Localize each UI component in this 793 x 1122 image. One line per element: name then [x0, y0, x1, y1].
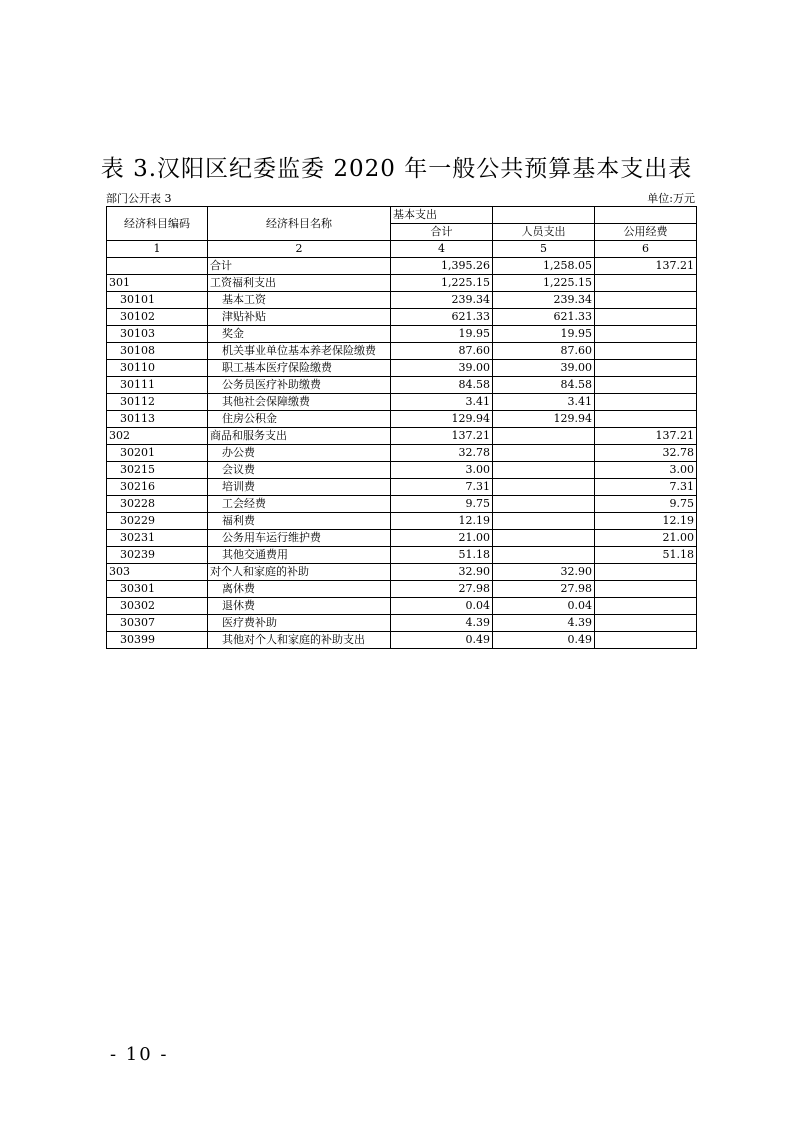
cell-code: 30103: [107, 326, 208, 343]
cell-personnel: [493, 479, 595, 496]
table-row: [107, 598, 697, 615]
cell-public: [595, 394, 697, 411]
cell-name: 公务员医疗补助缴费: [208, 377, 391, 394]
cell-public: 32.78: [595, 445, 697, 462]
table-row: [107, 615, 697, 632]
header-personnel: 人员支出: [493, 224, 595, 241]
cell-personnel: 19.95: [493, 326, 595, 343]
table-row: [107, 445, 697, 462]
form-number: 部门公开表 3: [106, 192, 172, 205]
cell-public: 137.21: [595, 258, 697, 275]
cell-name: 医疗费补助: [208, 615, 391, 632]
cell-code: 30112: [107, 394, 208, 411]
cell-public: 137.21: [595, 428, 697, 445]
cell-code: 30231: [107, 530, 208, 547]
cell-public: [595, 292, 697, 309]
table-row: [107, 428, 697, 445]
header-basic: 基本支出: [391, 207, 493, 224]
cell-total: 3.00: [391, 462, 493, 479]
cell-code: [107, 258, 208, 275]
cell-public: [595, 377, 697, 394]
unit-label: 单位:万元: [647, 192, 695, 205]
table-row: [107, 258, 697, 275]
header-public: 公用经费: [595, 224, 697, 241]
cell-code: 30110: [107, 360, 208, 377]
cell-total: 12.19: [391, 513, 493, 530]
cell-public: [595, 343, 697, 360]
cell-total: 4.39: [391, 615, 493, 632]
header-total: 合计: [391, 224, 493, 241]
cell-personnel: 3.41: [493, 394, 595, 411]
cell-total: 7.31: [391, 479, 493, 496]
header-blank-1: [493, 207, 595, 224]
cell-total: 0.49: [391, 632, 493, 649]
cell-total: 27.98: [391, 581, 493, 598]
table-body: [107, 258, 697, 649]
table-row: [107, 326, 697, 343]
cell-public: 21.00: [595, 530, 697, 547]
table-row: [107, 530, 697, 547]
cell-personnel: 4.39: [493, 615, 595, 632]
page-title: 表 3.汉阳区纪委监委 2020 年一般公共预算基本支出表: [100, 156, 693, 182]
cell-name: 奖金: [208, 326, 391, 343]
cell-total: 39.00: [391, 360, 493, 377]
cell-name: 离休费: [208, 581, 391, 598]
table-row: [107, 496, 697, 513]
cell-name: 基本工资: [208, 292, 391, 309]
cell-code: 30101: [107, 292, 208, 309]
cell-personnel: 84.58: [493, 377, 595, 394]
cell-personnel: 32.90: [493, 564, 595, 581]
cell-personnel: 0.49: [493, 632, 595, 649]
cell-name: 对个人和家庭的补助: [208, 564, 391, 581]
cell-total: 0.04: [391, 598, 493, 615]
cell-name: 机关事业单位基本养老保险缴费: [208, 343, 391, 360]
cell-name: 其他社会保障缴费: [208, 394, 391, 411]
table-row: [107, 462, 697, 479]
cell-personnel: 239.34: [493, 292, 595, 309]
cell-name: 退休费: [208, 598, 391, 615]
cell-public: 9.75: [595, 496, 697, 513]
cell-public: [595, 309, 697, 326]
cell-code: 30307: [107, 615, 208, 632]
cell-personnel: [493, 513, 595, 530]
cell-code: 303: [107, 564, 208, 581]
table-row: [107, 632, 697, 649]
cell-code: 30216: [107, 479, 208, 496]
cell-total: 137.21: [391, 428, 493, 445]
cell-public: [595, 411, 697, 428]
table-row: [107, 309, 697, 326]
cell-public: 3.00: [595, 462, 697, 479]
cell-personnel: 1,258.05: [493, 258, 595, 275]
cell-personnel: [493, 445, 595, 462]
table-row: [107, 479, 697, 496]
cell-code: 30113: [107, 411, 208, 428]
table-row: [107, 513, 697, 530]
cell-code: 30239: [107, 547, 208, 564]
cell-total: 9.75: [391, 496, 493, 513]
page-number: - 10 -: [110, 1044, 169, 1065]
cell-code: 30302: [107, 598, 208, 615]
cell-public: [595, 326, 697, 343]
cell-name: 其他对个人和家庭的补助支出: [208, 632, 391, 649]
header-index-2: 2: [208, 241, 391, 258]
cell-code: 30108: [107, 343, 208, 360]
cell-personnel: 1,225.15: [493, 275, 595, 292]
header-index-1: 1: [107, 241, 208, 258]
cell-name: 合计: [208, 258, 391, 275]
cell-code: 301: [107, 275, 208, 292]
cell-public: [595, 275, 697, 292]
cell-personnel: 129.94: [493, 411, 595, 428]
table-row: [107, 411, 697, 428]
cell-name: 商品和服务支出: [208, 428, 391, 445]
cell-total: 32.78: [391, 445, 493, 462]
cell-total: 51.18: [391, 547, 493, 564]
cell-personnel: 621.33: [493, 309, 595, 326]
cell-total: 84.58: [391, 377, 493, 394]
cell-code: 30229: [107, 513, 208, 530]
cell-personnel: 27.98: [493, 581, 595, 598]
cell-personnel: 0.04: [493, 598, 595, 615]
cell-name: 办公费: [208, 445, 391, 462]
table-row: [107, 292, 697, 309]
cell-personnel: [493, 530, 595, 547]
cell-total: 1,225.15: [391, 275, 493, 292]
cell-name: 工会经费: [208, 496, 391, 513]
cell-public: [595, 615, 697, 632]
cell-code: 30215: [107, 462, 208, 479]
table-row: [107, 343, 697, 360]
cell-code: 30228: [107, 496, 208, 513]
cell-personnel: [493, 428, 595, 445]
cell-total: 3.41: [391, 394, 493, 411]
cell-name: 福利费: [208, 513, 391, 530]
cell-total: 621.33: [391, 309, 493, 326]
cell-total: 239.34: [391, 292, 493, 309]
cell-personnel: [493, 496, 595, 513]
cell-total: 87.60: [391, 343, 493, 360]
cell-public: [595, 598, 697, 615]
table-row: [107, 581, 697, 598]
cell-name: 培训费: [208, 479, 391, 496]
table-row: [107, 564, 697, 581]
cell-total: 19.95: [391, 326, 493, 343]
cell-name: 工资福利支出: [208, 275, 391, 292]
table-row: [107, 547, 697, 564]
cell-name: 会议费: [208, 462, 391, 479]
header-index-6: 6: [595, 241, 697, 258]
cell-personnel: [493, 547, 595, 564]
header-index-4: 4: [391, 241, 493, 258]
cell-public: [595, 360, 697, 377]
table-row: [107, 377, 697, 394]
cell-public: 7.31: [595, 479, 697, 496]
cell-total: 129.94: [391, 411, 493, 428]
header-blank-2: [595, 207, 697, 224]
cell-name: 其他交通费用: [208, 547, 391, 564]
expenditure-table: [106, 206, 697, 649]
header-index-5: 5: [493, 241, 595, 258]
cell-public: 12.19: [595, 513, 697, 530]
cell-public: [595, 581, 697, 598]
cell-name: 公务用车运行维护费: [208, 530, 391, 547]
cell-code: 30301: [107, 581, 208, 598]
cell-public: 51.18: [595, 547, 697, 564]
cell-code: 30399: [107, 632, 208, 649]
table-row: [107, 360, 697, 377]
table-row: [107, 275, 697, 292]
cell-name: 津贴补贴: [208, 309, 391, 326]
cell-code: 30102: [107, 309, 208, 326]
cell-code: 302: [107, 428, 208, 445]
cell-personnel: [493, 462, 595, 479]
cell-personnel: 87.60: [493, 343, 595, 360]
cell-total: 1,395.26: [391, 258, 493, 275]
cell-total: 32.90: [391, 564, 493, 581]
cell-public: [595, 632, 697, 649]
cell-total: 21.00: [391, 530, 493, 547]
header-code: 经济科目编码: [107, 207, 208, 241]
cell-code: 30111: [107, 377, 208, 394]
cell-personnel: 39.00: [493, 360, 595, 377]
cell-name: 住房公积金: [208, 411, 391, 428]
table-row: [107, 394, 697, 411]
header-name: 经济科目名称: [208, 207, 391, 241]
cell-public: [595, 564, 697, 581]
cell-name: 职工基本医疗保险缴费: [208, 360, 391, 377]
cell-code: 30201: [107, 445, 208, 462]
